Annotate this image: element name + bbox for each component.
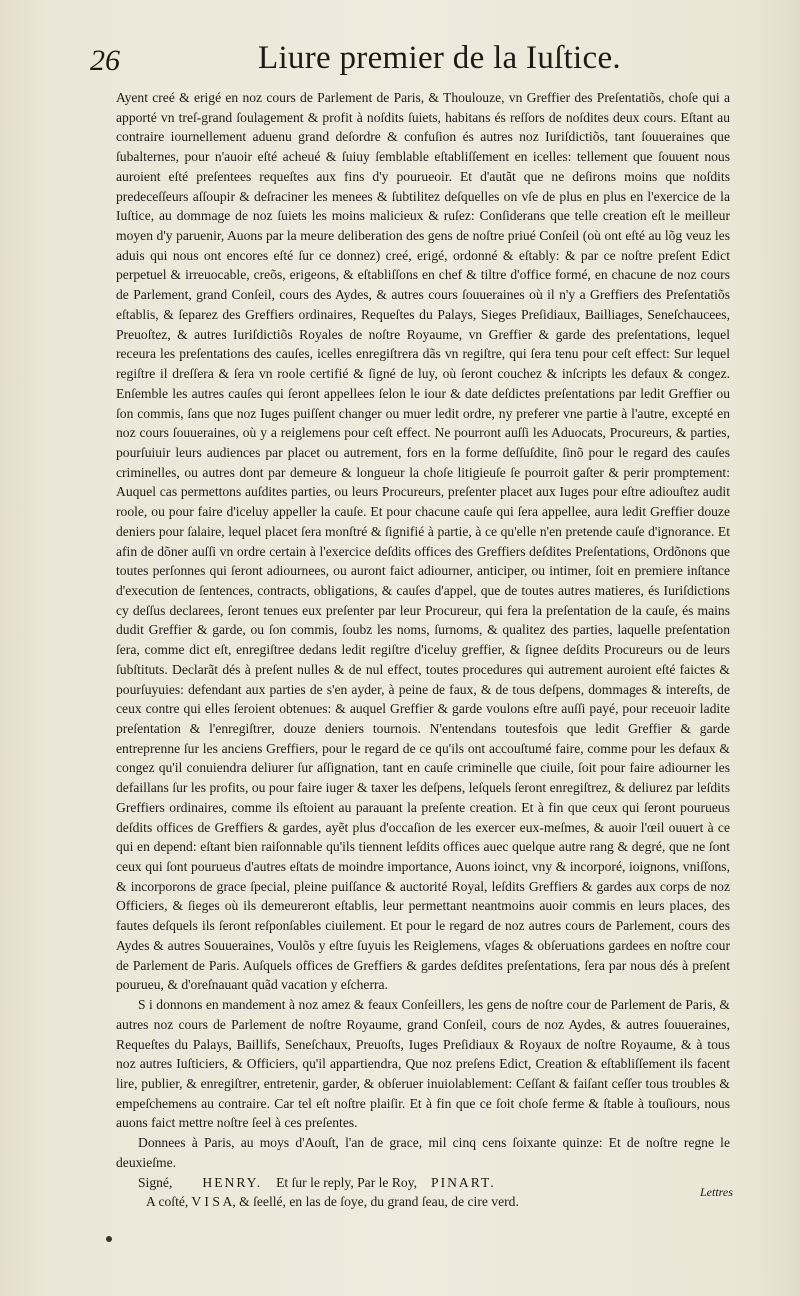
page-number: 26	[90, 44, 120, 77]
reply-text: Et ſur le reply, Par le Roy,	[276, 1174, 418, 1190]
ink-dot	[106, 1236, 112, 1242]
signature-line	[116, 1173, 730, 1193]
signe-label: Signé,	[138, 1174, 173, 1190]
date-paragraph: Donnees à Paris, au moys d'Aouſt, l'an de grace, mil cinq cens ſoixante quinze: Et de noſtre regne le deuxieſme.	[116, 1135, 730, 1170]
king-signature: HENRY.	[202, 1174, 263, 1190]
closing-line: A coſté, V I S A, & ſeellé, en las de ſoye, du grand ſeau, de cire verd.	[146, 1194, 519, 1210]
body-text	[116, 88, 730, 1212]
edict-paragraph: Ayent creé & erigé en noz cours de Parlement de Paris, & Thoulouze, vn Greffier des Preſentatiõs, choſe qui a apporté vn treſ-grand ſoulagement & profit à noſdits ſuiets, habitans és reſſors de noſdites deux cours. Eſtant au contraire iournellement aduenu grand deſordre & confuſion és autres noz Iuriſdictiõs, tant ſouueraines que ſubalternes, pour n'auoir eſté acheué & ſuiuy ſemblable eſtabliſſement en icelles: tellement que ſouuent nous auroient eſté preſentees requeſtes aux fins d'y pourueoir. Et d'autãt que ne deſirons moins que noſdits predeceſſeurs aſſoupir & deſraciner les menees & ſubtilitez deſquelles on vſe de plus en plus en l'exercice de la Iuſtice, au dommage de noz ſuiets les moins malicieux & ruſez: Conſiderans que telle creation eſt le meilleur moyen d'y paruenir, Auons par la meure deliberation des gens de noſtre priué Conſeil (où ont eſté au lõg veuz les aduis qui nous ont encores eſté ſur ce donnez) creé, erigé, ordonné & eſtably: & par ce noſtre preſent Edict perpetuel & irreuocable, creõs, erigeons, & eſtabliſſons en chef & tiltre d'office formé, en chacune de noz cours de Parlement, grand Conſeil, cours des Aydes, & autres cours ſouueraines où il n'y a Greffiers des Preſentatiõs eſtablis, & ſeparez des Greffiers ordinaires, Requeſtes du Palays, Sieges Preſidiaux, Bailliages, Seneſchaucees, Preuoſtez, & autres Iuriſdictiõs Royales de noſtre Royaume, vn Greffier & garde des preſentations, lequel receura les preſentations des cauſes, icelles enregiſtrera dãs vn regiſtre, qui ſera tenu pour ceſt effect: Sur lequel regiſtre il dreſſera & ſera vn roole certifié & ſigné de luy, où ſeront couchez & inſcripts les defaux & congez. Enſemble les autres cauſes qui ſeront appellees ſelon le iour & date deſdictes preſentations par ledit Greffier ou ſon commis, ſans que noz Iuges puiſſent changer ou muer ledit ordre, ny preferer vne partie à l'autre, excepté en noz cours ſouueraines, où y a reiglemens pour ceſt effect. Ne pourront auſſi les Aduocats, Procureurs, & parties, pourſuiuir leurs audiences par placet ou autrement, fors en la forme deſſuſdite, ſinõ pour le regard des cauſes criminelles, ou autres dont par demeure & longueur la choſe litigieuſe ſe pourroit gaſter & perir promptement: Auquel cas permettons auſdites parties, ou leurs Procureurs, preſenter placet aux Iuges pour eſtre adiouſtez audit roole, ou pour faire d'iceluy appeller la cauſe. Et pour chacune cauſe qui ſera appellee, aura ledit Greffier douze deniers pour ſalaire, lequel placet ſera monſtré & ſignifié à partie, à ce qu'elle n'en pretende cauſe d'ignorance. Et afin de dõner auſſi vn ordre certain à l'exercice deſdits offices des Greffiers deſdites Preſentations, Ordõnons que toutes perſonnes qui ſeront adiournees, ou auront faict adiourner, anticiper, ou intimer, ſoit en premiere inſtance d'execution de ſentences, contracts, obligations, & cauſes d'appel, que de toutes autres matieres, és Iuriſdictions cy deſſus declarees, ſeront tenues eux preſenter par leur Procureur, qui fera la preſentation de la cauſe, és mains dudit Greffier & garde, ou ſon commis, ſoubz les noms, ſurnoms, & qualitez des parties, laquelle preſentation ſera, comme dict eſt, enregiſtree dedans ledit regiſtre d'iceluy greffier, & ſignee deſdits Procureurs ou de leurs ſubſtituts. Declarãt dés à preſent nulles & de nul effect, toutes procedures qui autrement auroient eſté faictes & pourſuyuies: defendant aux parties de s'en ayder, à peine de faux, & de tous deſpens, dommages & intereſts, de ceux contre qui elles ſeroient obtenues: & auquel Greffier & garde voulons eſtre auſſi payé, pour receuoir ladite preſentation & l'enregiſtrer, douze deniers tournois. N'entendans toutesfois que ledit Greffier & garde entreprenne ſur les anciens Greffiers, pour le regard de ce qu'ils ont accouſtumé faire, comme pour les defaux & congez qu'il conuiendra deliurer ſur aſſignation, tant en cauſe criminelle que ciuile, ſoit pour faire adiourner les defaillans ſur les profits, ou pour faire iuger & taxer les deſpens, leſquels ſeront enregiſtrez, & deliurez par leſdits Greffiers ordinaires, comme ils eſtoient au parauant la preſente creation. Et à fin que ceux qui ſeront pourueus deſdits offices de Greffiers & gardes, ayẽt plus d'occaſion de les exercer eux-meſmes, & auoir l'œil ouuert à ce qui en depend: eſtant bien raiſonnable qu'ils tiennent leſdits offices auec quelque autre rang & degré, que ne ſont ceux qui ſont pourueus d'autres eſtats de moindre importance, Auons ioinct, vny & incorporé, ioignons, vniſſons, & incorporons de grace ſpecial, pleine puiſſance & auctorité Royal, leſdits Greffiers & gardes aux corps de noz Officiers, & ſieges où ils demeureront eſtablis, leur permettant neantmoins auoir commis en leurs places, des fautes deſquels ils ſeront reſponſables ciuilement. Et pour le regard de noz autres cours de Parlement, cours des Aydes & autres Souueraines, Voulõs y eſtre ſuyuis les Reiglemens, vſages & obſeruations gardees en noſtre cour de Parlement de Paris. Auſquels offices de Greffiers & gardes deſdites preſentations, ſera par nous dés à preſent pourueu, & d'oreſnauant quãd vacation y eſcherra.	[116, 90, 730, 993]
running-head: Liure premier de la Iuſtice.	[258, 40, 621, 76]
secretary-signature: PINART.	[431, 1174, 496, 1190]
page-header	[90, 40, 710, 84]
catchword: Lettres	[700, 1185, 733, 1199]
mandate-paragraph: S i donnons en mandement à noz amez & feaux Conſeillers, les gens de noſtre cour de Parlement de Paris, & autres noz cours de Parlement de noſtre Royaume, grand Conſeil, cours de noz Aydes, & autres ſouueraines, Requeſtes du Palays, Baillifs, Seneſchaux, Preuoſts, Iuges Preſidiaux & Royaux de noſtre Royaume, & à tous noz autres Iuſticiers, & Officiers, qu'il appartiendra, Que noz preſens Edict, Creation & eſtabliſſement ils facent lire, publier, & enregiſtrer, entretenir, garder, & obſeruer inuiolablement: Ceſſant & faiſant ceſſer tous troubles & empeſchemens au contraire. Car tel eſt noſtre plaiſir. Et à fin que ce ſoit choſe ferme & ſtable à touſiours, nous auons faict mettre noſtre ſeel à ces preſentes.	[116, 997, 730, 1131]
